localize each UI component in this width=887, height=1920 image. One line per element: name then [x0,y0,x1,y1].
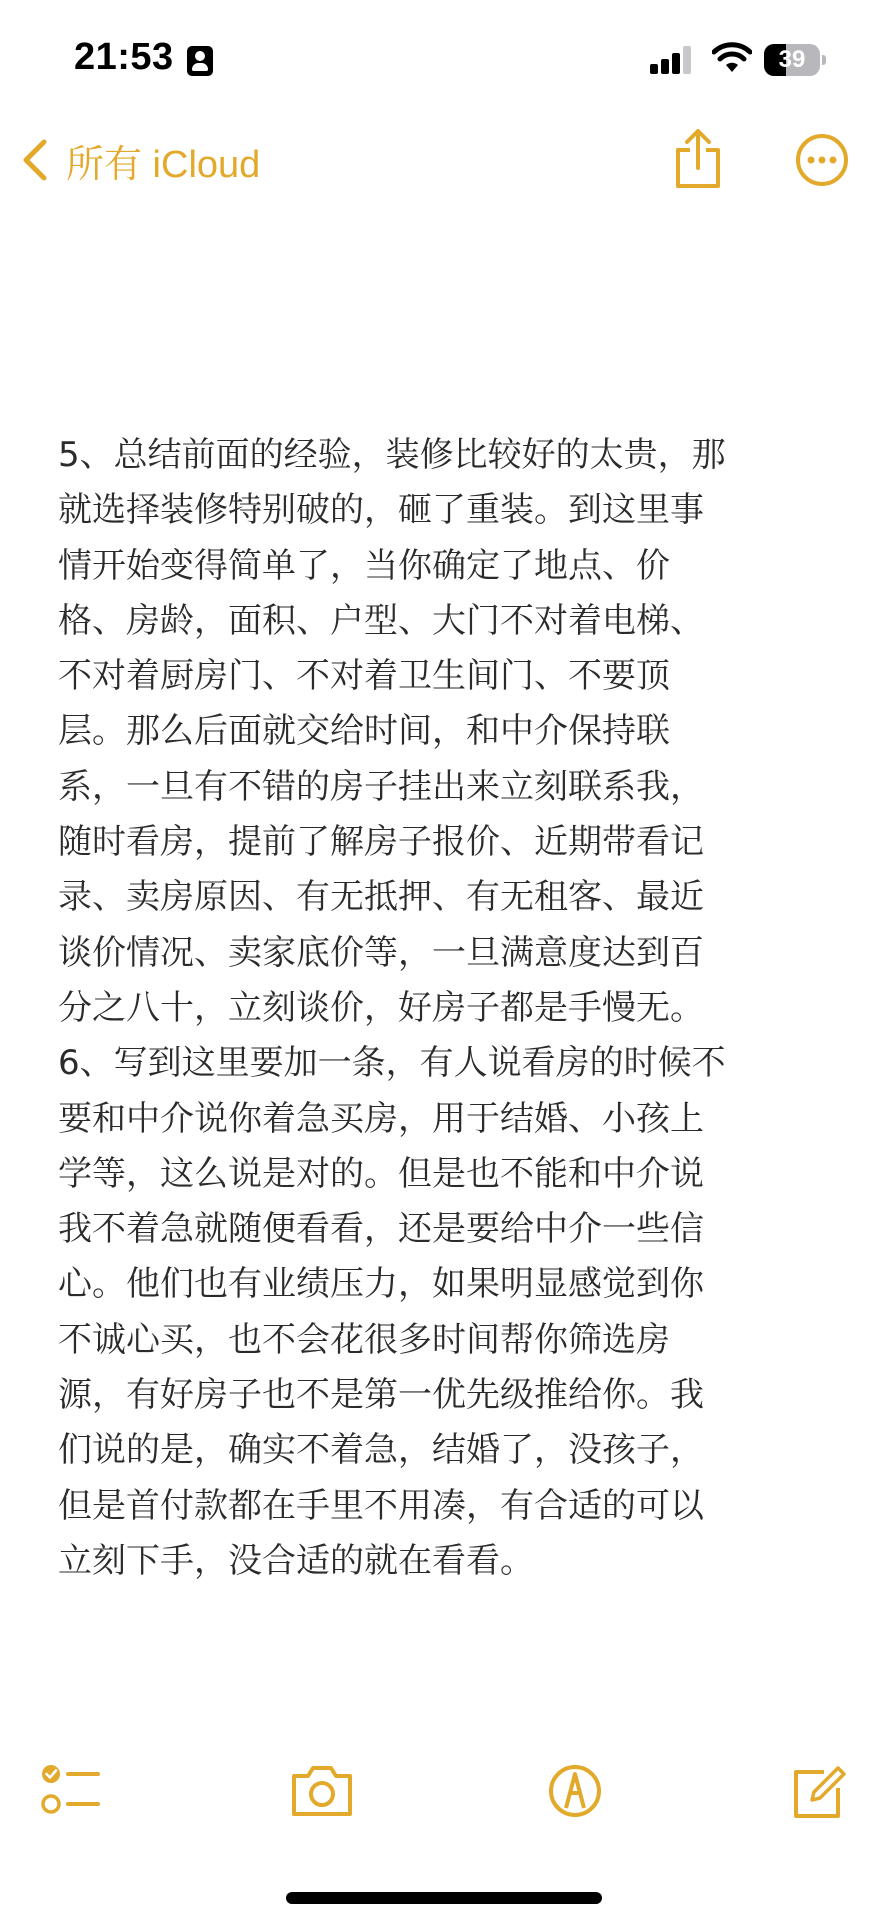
wifi-icon [712,42,752,74]
chevron-left-icon [18,136,52,184]
battery-level: 39 [778,46,806,73]
nav-bar [0,120,887,200]
bottom-toolbar [0,1760,887,1830]
ellipsis-circle-icon[interactable] [795,133,849,187]
checklist-icon[interactable] [40,1760,102,1822]
markup-pen-icon[interactable] [547,1760,603,1822]
compose-icon[interactable] [790,1760,846,1822]
camera-icon[interactable] [290,1760,354,1822]
home-indicator [286,1892,602,1904]
share-icon[interactable] [672,128,724,190]
battery-icon [764,44,826,76]
status-bar [0,0,887,120]
back-label: 所有 iCloud [66,143,261,186]
focus-person-icon [187,46,213,76]
cellular-signal-icon [650,46,692,74]
status-time: 21:53 [74,36,174,78]
note-body-text[interactable]: 5、总结前面的经验，装修比较好的太贵，那 就选择装修特别破的，砸了重装。到这里事 情开始变得简单了，当你确定了地点、价 格、房龄，面积、户型、大门不对着电梯、 不对着厨房门、不对着卫生间门、不要顶 层。那么后面就交给时间，和中介保持联 系，一旦有不错的房子挂出来立刻联系我， 随时看房，提前了解房子报价、近期带看记 录、卖房原因、有无抵押、有无租客、最近 谈价情况、卖家底价等，一旦满意度达到百 分之八十，立刻谈价，好房子都是手慢无。 6、写到这里要加一条，有人说看房的时候不 要和中介说你着急买房，用于结婚、小孩上 学等，这么说是对的。但是也不能和中介说 我不着急就随便看看，还是要给中介一些信 心。他们也有业绩压力，如果明显感觉到你 不诚心买，也不会花很多时间帮你筛选房 源，有好房子也不是第一优先级推给你。我 们说的是，确实不着急，结婚了，没孩子， 但是首付款都在手里不用凑，有合适的可以 立刻下手，没合适的就在看看。 [58,435,726,1581]
back-button[interactable] [18,134,260,186]
